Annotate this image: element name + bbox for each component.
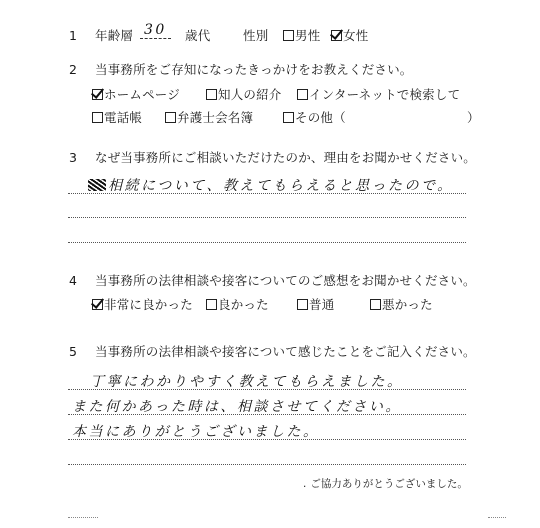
age-value: 30	[140, 22, 171, 39]
q2-option-homepage[interactable]	[92, 87, 180, 103]
female-option[interactable]	[331, 28, 368, 44]
internet-label: インターネットで検索して	[309, 87, 461, 102]
female-checkbox[interactable]	[331, 30, 342, 41]
other-close-paren: ）	[467, 110, 480, 125]
scribble-mark	[88, 179, 106, 191]
q1-number: 1	[69, 28, 78, 43]
referral-label: 知人の紹介	[218, 87, 282, 102]
q5-line-4	[68, 464, 466, 465]
very-good-label: 非常に良かった	[104, 297, 193, 312]
bar-directory-label: 弁護士会名簿	[177, 110, 254, 125]
q2-option-referral[interactable]	[206, 87, 282, 103]
q4-option-average[interactable]	[297, 297, 334, 313]
q5-number: 5	[69, 344, 78, 359]
other-label: その他（	[295, 110, 346, 125]
q4-number: 4	[69, 273, 78, 288]
q5-answer-3: 本当にありがとうございました。	[72, 424, 320, 440]
q2-option-internet[interactable]	[297, 87, 460, 103]
q4-option-very-good[interactable]	[92, 297, 193, 313]
q2-question: 当事務所をご存知になったきっかけをお教えください。	[95, 62, 413, 77]
scan-mark-left	[68, 517, 98, 518]
gender-label: 性別	[243, 28, 269, 43]
phonebook-label: 電話帳	[104, 110, 143, 125]
referral-checkbox[interactable]	[206, 89, 217, 100]
q4-option-good[interactable]	[206, 297, 269, 313]
bad-label: 悪かった	[382, 297, 433, 312]
q5-question: 当事務所の法律相談や接客について感じたことをご記入ください。	[95, 344, 476, 359]
good-checkbox[interactable]	[206, 299, 217, 310]
q4-option-bad[interactable]	[370, 297, 433, 313]
phonebook-checkbox[interactable]	[92, 112, 103, 123]
q5-answer-1: 丁寧にわかりやすく教えてもらえました。	[90, 374, 404, 390]
bad-checkbox[interactable]	[370, 299, 381, 310]
female-label: 女性	[343, 28, 369, 43]
closing-message: ご協力ありがとうございました。	[310, 478, 468, 490]
scan-mark-right	[488, 517, 506, 518]
q3-question: なぜ当事務所にご相談いただけたのか、理由をお聞かせください。	[95, 150, 477, 165]
q3-line-2	[68, 217, 466, 218]
q3-line-3	[68, 242, 466, 243]
q5-line-1	[68, 389, 466, 390]
q2-option-bar-directory[interactable]	[165, 110, 253, 126]
closing-dot: .	[303, 478, 307, 490]
q3-line-1	[68, 193, 466, 194]
age-label: 年齢層	[95, 28, 134, 43]
male-option[interactable]	[283, 28, 320, 44]
q2-option-phonebook[interactable]	[92, 110, 142, 126]
q5-line-3	[68, 439, 466, 440]
q3-number: 3	[69, 150, 78, 165]
q2-option-other[interactable]	[283, 110, 346, 126]
q2-number: 2	[69, 62, 78, 77]
q3-answer-line	[88, 175, 454, 195]
internet-checkbox[interactable]	[297, 89, 308, 100]
age-suffix: 歳代	[185, 28, 211, 43]
average-label: 普通	[309, 297, 335, 312]
q5-line-2	[68, 414, 466, 415]
bar-directory-checkbox[interactable]	[165, 112, 176, 123]
q3-answer: 相続について、教えてもらえると思ったので。	[108, 178, 454, 194]
very-good-checkbox[interactable]	[92, 299, 103, 310]
good-label: 良かった	[218, 297, 269, 312]
homepage-label: ホームページ	[104, 87, 180, 102]
homepage-checkbox[interactable]	[92, 89, 103, 100]
q4-question: 当事務所の法律相談や接客についてのご感想をお聞かせください。	[95, 273, 476, 288]
average-checkbox[interactable]	[297, 299, 308, 310]
male-checkbox[interactable]	[283, 30, 294, 41]
q5-answer-2: また何かあった時は、相談させてください。	[72, 399, 402, 415]
closing-text	[303, 476, 468, 491]
other-checkbox[interactable]	[283, 112, 294, 123]
male-label: 男性	[295, 28, 321, 43]
